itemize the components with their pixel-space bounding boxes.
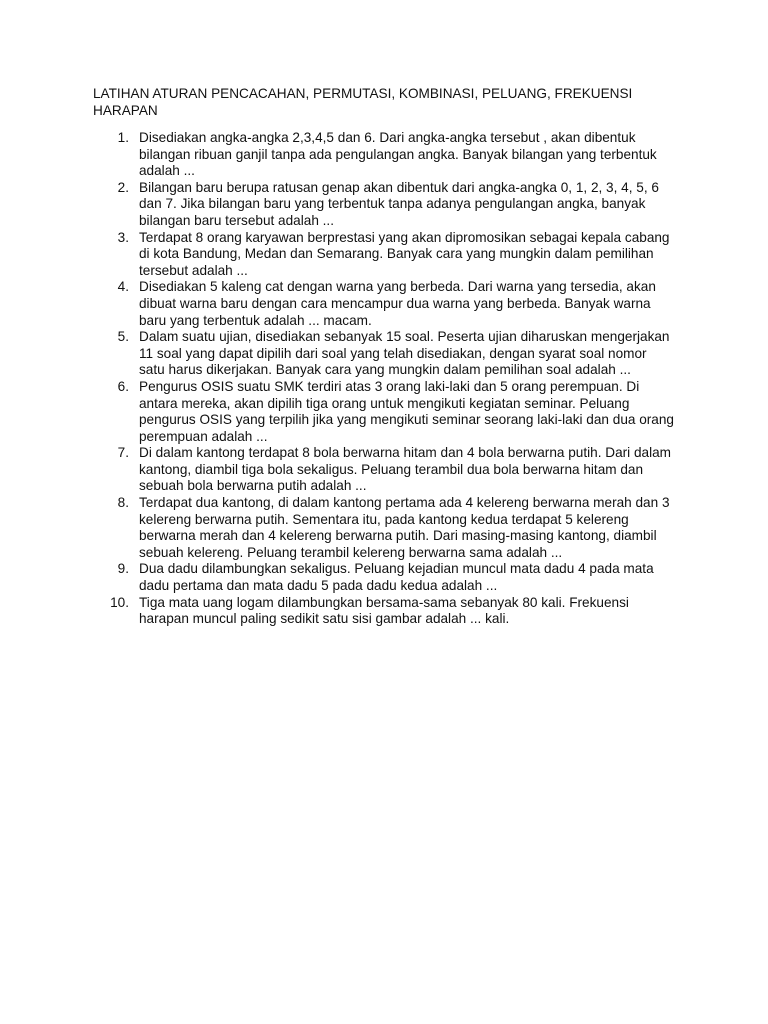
question-item <box>93 495 675 561</box>
question-number: 1. <box>117 130 129 145</box>
question-number: 8. <box>117 495 129 511</box>
question-item <box>93 329 675 379</box>
question-number: 7. <box>117 445 129 461</box>
question-text: Terdapat dua kantong, di dalam kantong pertama ada 4 kelereng berwarna merah dan 3 kelereng berwarna putih. Sementara itu, pada kantong kedua terdapat 5 kelereng berwarna merah dan 4 kelereng berwarna putih. Dari masing-masing kantong, diambil sebuah kelereng. Peluang terambil kelereng berwarna sama adalah ... <box>139 495 670 560</box>
question-item <box>93 230 675 280</box>
question-text: Di dalam kantong terdapat 8 bola berwarna hitam dan 4 bola berwarna putih. Dari dalam kantong, diambil tiga bola sekaligus. Peluang terambil dua bola berwarna hitam dan sebuah bola berwarna putih adalah ... <box>139 445 671 494</box>
question-item <box>93 180 675 230</box>
question-text: Disediakan 5 kaleng cat dengan warna yang berbeda. Dari warna yang tersedia, akan dibuat warna baru dengan cara mencampur dua warna yang berbeda. Banyak warna baru yang terbentuk adalah ... macam. <box>139 279 656 328</box>
question-number: 4. <box>117 279 129 295</box>
question-number: 3. <box>117 229 129 245</box>
question-text: Dua dadu dilambungkan sekaligus. Peluang kejadian muncul mata dadu 4 pada mata dadu pertama dan mata dadu 5 pada dadu kedua adalah ... <box>139 561 654 594</box>
question-text: Pengurus OSIS suatu SMK terdiri atas 3 orang laki-laki dan 5 orang perempuan. Di antara mereka, akan dipilih tiga orang untuk mengikuti kegiatan seminar. Peluang pengurus OSIS yang terpilih jika yang mengikuti seminar seorang laki-laki dan dua orang perempuan adalah ... <box>139 378 674 444</box>
question-item <box>93 279 675 329</box>
question-item <box>93 561 675 594</box>
question-item <box>93 595 675 628</box>
question-number: 6. <box>117 378 129 394</box>
question-text: Tiga mata uang logam dilambungkan bersama-sama sebanyak 80 kali. Frekuensi harapan muncul paling sedikit satu sisi gambar adalah ... kali. <box>139 594 629 627</box>
question-number: 10. <box>110 594 129 610</box>
question-number: 2. <box>117 179 129 195</box>
question-text: Dalam suatu ujian, disediakan sebanyak 15 soal. Peserta ujian diharuskan mengerjakan 11 soal yang dapat dipilih dari soal yang telah disediakan, dengan syarat soal nomor satu harus dikerjakan. Banyak cara yang mungkin dalam pemilihan soal adalah ... <box>139 329 670 378</box>
question-text: Bilangan baru berupa ratusan genap akan dibentuk dari angka-angka 0, 1, 2, 3, 4, 5, 6 dan 7. Jika bilangan baru yang terbentuk tanpa adanya pengulangan angka, banyak bilangan baru tersebut adalah ... <box>139 179 659 228</box>
question-item <box>93 445 675 495</box>
question-list <box>93 130 675 628</box>
question-number: 5. <box>117 329 129 345</box>
question-item <box>93 379 675 445</box>
question-text: Terdapat 8 orang karyawan berprestasi yang akan dipromosikan sebagai kepala cabang di kota Bandung, Medan dan Semarang. Banyak cara yang mungkin dalam pemilihan tersebut adalah ... <box>139 229 670 278</box>
question-number: 9. <box>117 561 129 577</box>
document-title: LATIHAN ATURAN PENCACAHAN, PERMUTASI, KOMBINASI, PELUANG, FREKUENSI HARAPAN <box>93 86 633 118</box>
question-text: Disediakan angka-angka 2,3,4,5 dan 6. Dari angka-angka tersebut , akan dibentuk bilangan ribuan ganjil tanpa ada pengulangan angka. Banyak bilangan yang terbentuk adalah ... <box>139 130 657 179</box>
question-item <box>93 130 675 180</box>
